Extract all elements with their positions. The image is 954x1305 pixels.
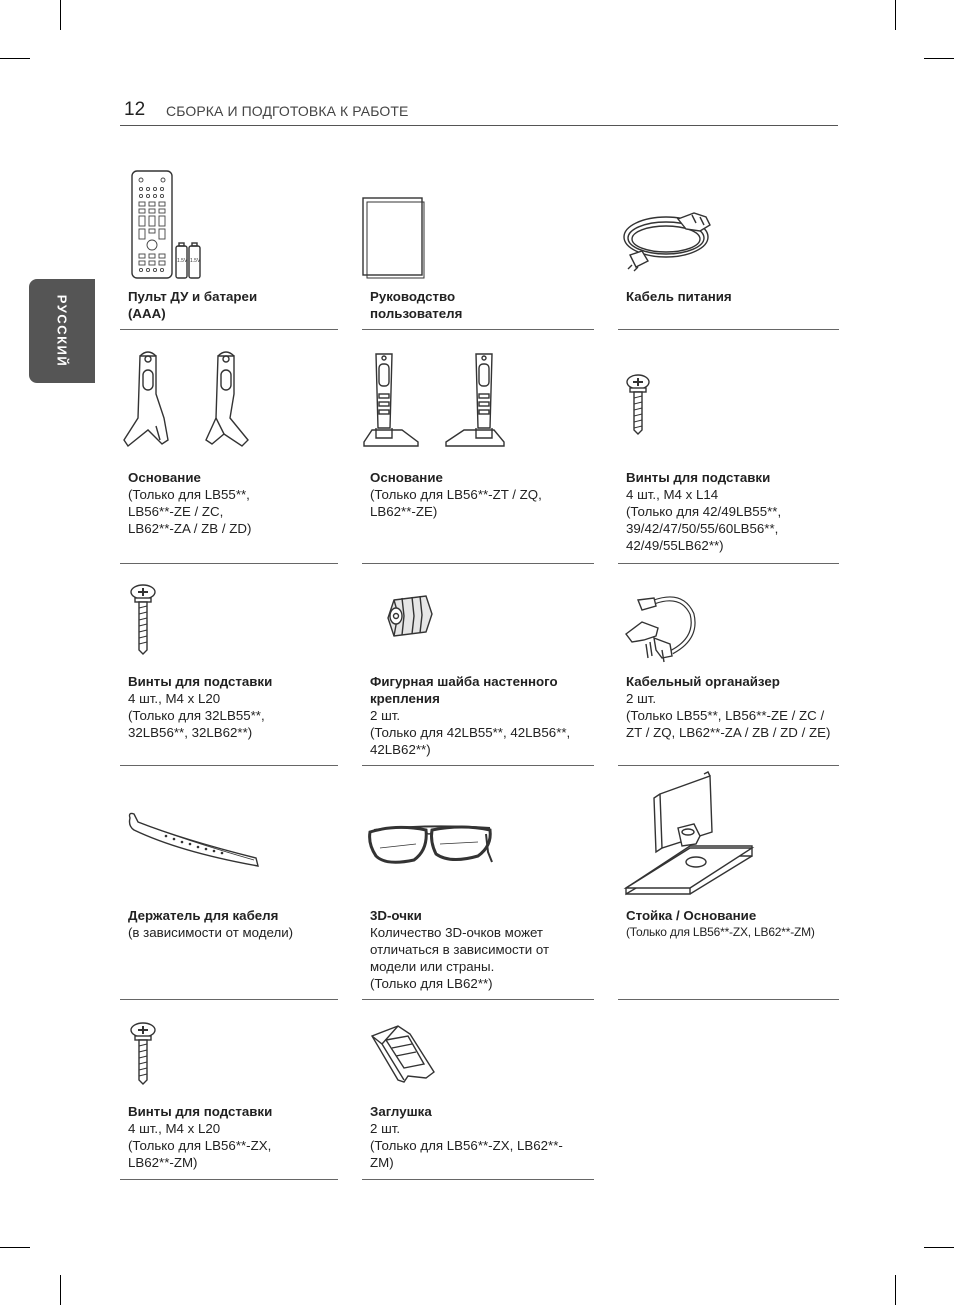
crop-mark bbox=[895, 0, 896, 30]
crop-mark bbox=[924, 58, 954, 59]
item-title: Фигурная шайба настенного крепления bbox=[370, 674, 558, 706]
item-stand-base-1 bbox=[120, 330, 338, 563]
item-description: 2 шт. (Только для LB56**-ZX, LB62**- ZM) bbox=[370, 1121, 563, 1170]
item-cable-holder bbox=[120, 766, 338, 999]
item-title: Стойка / Основание bbox=[626, 908, 757, 923]
power-cord-icon bbox=[622, 209, 722, 271]
crop-mark bbox=[0, 1247, 30, 1248]
item-description: (Только для LB56**-ZX, LB62**-ZM) bbox=[626, 925, 815, 939]
item-title: Основание bbox=[128, 470, 201, 485]
cable-holder-strap-icon bbox=[124, 812, 264, 872]
svg-text:1.5V: 1.5V bbox=[190, 258, 201, 264]
item-description: (в зависимости от модели) bbox=[128, 925, 294, 940]
item-caption bbox=[128, 673, 272, 741]
stand-body-base-icon bbox=[624, 772, 754, 894]
item-stand-body-base bbox=[618, 766, 839, 999]
item-description: 4 шт., M4 x L14 (Только для 42/49LB55**, 39/42/47/50/55/60LB56**, 42/49/55LB62**) bbox=[626, 487, 782, 553]
item-description: (Только для LB56**-ZT / ZQ, LB62**-ZE) bbox=[370, 487, 542, 519]
crop-mark bbox=[60, 0, 61, 30]
item-divider bbox=[120, 1179, 338, 1180]
crop-mark bbox=[60, 1275, 61, 1305]
item-caption bbox=[370, 1103, 563, 1171]
item-caption bbox=[626, 673, 830, 741]
item-caption bbox=[128, 469, 251, 537]
short-screw-icon bbox=[626, 374, 652, 436]
item-caption bbox=[626, 288, 732, 305]
item-remote bbox=[120, 165, 338, 329]
item-title: Кабельный органайзер bbox=[626, 674, 780, 689]
item-title: Заглушка bbox=[370, 1104, 432, 1119]
item-caption bbox=[626, 907, 815, 941]
item-caption bbox=[370, 907, 549, 992]
crop-mark bbox=[895, 1275, 896, 1305]
item-screws-l14 bbox=[618, 330, 839, 563]
cable-organizer-icon bbox=[624, 594, 704, 664]
3d-glasses-icon bbox=[366, 822, 496, 872]
item-caption bbox=[370, 673, 570, 758]
item-divider bbox=[362, 1179, 594, 1180]
item-wall-spacer bbox=[362, 564, 594, 765]
item-description: 4 шт., M4 x L20 (Только для LB56**-ZX, LB62**-ZM) bbox=[128, 1121, 272, 1170]
item-divider bbox=[618, 999, 839, 1000]
long-screw-icon bbox=[130, 584, 158, 656]
item-power-cord bbox=[618, 165, 839, 329]
item-description: 4 шт., M4 x L20 (Только для 32LB55**, 32LB56**, 32LB62**) bbox=[128, 691, 265, 740]
item-manual bbox=[362, 165, 594, 329]
stand-base-posts-icon bbox=[362, 350, 512, 450]
item-3d-glasses bbox=[362, 766, 594, 999]
item-description: Количество 3D-очков может отличаться в зависимости от модели или страны. (Только для LB62**) bbox=[370, 925, 550, 991]
language-tab bbox=[29, 279, 95, 383]
item-cable-organizer bbox=[618, 564, 839, 765]
item-description: 2 шт. (Только для 42LB55**, 42LB56**, 42LB62**) bbox=[370, 708, 571, 757]
item-stand-base-2 bbox=[362, 330, 594, 563]
item-cover-plug bbox=[362, 1000, 594, 1179]
item-caption bbox=[370, 288, 462, 322]
remote-with-batteries-icon bbox=[130, 170, 220, 282]
item-title: Винты для подставки bbox=[128, 1104, 273, 1119]
item-title: Винты для подставки bbox=[128, 674, 273, 689]
item-caption bbox=[128, 907, 293, 941]
wall-mount-spacer-icon bbox=[386, 594, 436, 638]
svg-text:1.5V: 1.5V bbox=[177, 258, 188, 264]
page-number: 12 bbox=[124, 99, 146, 120]
stand-base-legs-icon bbox=[122, 348, 257, 450]
item-caption bbox=[370, 469, 542, 520]
section-title: СБОРКА И ПОДГОТОВКА К РАБОТЕ bbox=[166, 103, 409, 119]
item-description: 2 шт. (Только LB55**, LB56**-ZE / ZC / ZT / ZQ, LB62**-ZA / ZB / ZD / ZE) bbox=[626, 691, 831, 740]
item-title: Пульт ДУ и батареи (AAA) bbox=[128, 289, 258, 321]
header-divider bbox=[120, 125, 838, 126]
item-title: 3D-очки bbox=[370, 908, 422, 923]
item-description: (Только для LB55**, LB56**-ZE / ZC, LB62**-ZA / ZB / ZD) bbox=[128, 487, 252, 536]
item-title: Держатель для кабеля bbox=[128, 908, 279, 923]
item-title: Руководство пользователя bbox=[370, 289, 463, 321]
item-screws-l20-b bbox=[120, 1000, 338, 1179]
screw-icon bbox=[130, 1022, 158, 1086]
crop-mark bbox=[924, 1247, 954, 1248]
cover-plug-icon bbox=[368, 1024, 438, 1082]
crop-mark bbox=[0, 58, 30, 59]
item-screws-l20-a bbox=[120, 564, 338, 765]
owners-manual-icon bbox=[362, 197, 426, 279]
language-tab-label: РУССКИЙ bbox=[54, 294, 70, 368]
item-title: Основание bbox=[370, 470, 443, 485]
item-caption bbox=[128, 288, 257, 322]
item-title: Кабель питания bbox=[626, 289, 732, 304]
item-title: Винты для подставки bbox=[626, 470, 771, 485]
item-caption bbox=[626, 469, 781, 554]
item-caption bbox=[128, 1103, 272, 1171]
